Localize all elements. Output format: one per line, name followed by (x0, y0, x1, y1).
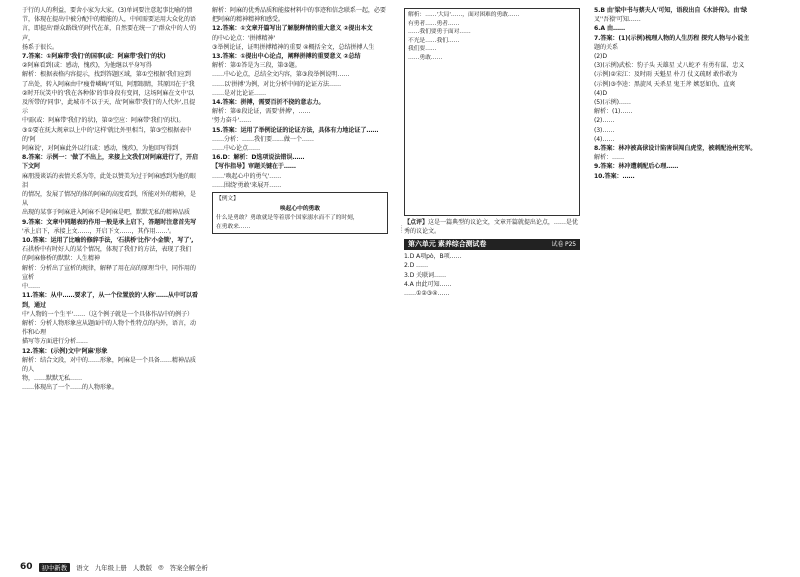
col4-line: (2)D (594, 53, 607, 61)
col4-line: 7.答案：(1)(示例)梳理人物的人生历程 探究人物与小说主 (594, 34, 750, 42)
col4-line: (3)…… (594, 126, 615, 134)
essay-example-label: 【例文】 (216, 196, 239, 203)
col1-line: '承上启下，承接上文……，开启下文……，其作用……'。 (22, 227, 175, 235)
fold-mark: ····· (398, 225, 404, 233)
col1-line: 10.答案：运用了比喻的修辞手法，'石拱桥'比作'小金锁'，写了', (22, 237, 194, 245)
page-footer (20, 561, 208, 573)
essay-cont-line: 解析：……'大局'……，面对困难的勇敢…… (408, 12, 520, 18)
col1-line: 8.答案：示例一：'做了不出上，来接上文我们对阿麻进行了，开启下文阿 (22, 154, 198, 171)
col1-line: ②时开玩笑中的'我在各种体'的事身段有变问，这场阿麻在文中'以 (22, 89, 194, 97)
grade-label: 九年级上册 (94, 563, 127, 572)
comment-label: 【点评】 (404, 218, 428, 226)
col2-line: 【写作指导】审题关键在于…… (212, 163, 296, 171)
col1-line: 解析：根据表格内容提示，找到答题区域，第①空根据'我们应到 (22, 71, 191, 79)
col2-line: 把阿麻的精神精神和感受。 (212, 16, 284, 24)
col4-line: 5.B 由'梁中书与蔡夫人'可知，语段出自《水浒传》。由'绿 (594, 7, 748, 14)
col4-line: (示例)③李逵：黑旋风 天杀星 鬼王斧 嫉恶如仇、直爽 (594, 80, 736, 88)
col2-line: ……以'拼搏'为例，对比分析中间的论证方法…… (212, 80, 342, 88)
col1-line: ③①要在抚大规章以上中的'这样'就比外里相当，第③空根据表中的'阿 (22, 126, 192, 143)
col2-line: ③举例论证，证明拼搏精神的重要 ④概括全文，总结拼搏人生 (212, 43, 375, 51)
col1-line: 言，即提出'群众路线'的时代在革，自然要在统一了'群众中的人'的声， (22, 25, 197, 42)
col2-line: 的中心论点：'拼搏精神' (212, 34, 276, 42)
col2-line: 15.答案：运用了举例论证的论证方法，具体有力地论证了…… (212, 126, 379, 134)
col1-line: ……体现出了一个……的人物形象。 (22, 384, 118, 392)
col2-line: ……是对比论证…… (212, 89, 266, 97)
col1-line: 扬系于很长。 (22, 43, 58, 51)
essay-line: 什么是勇敢？勇敢就是等着那个国家溺水而不了的时刻， (216, 215, 359, 222)
col2-line: ……中心论点，总结全文内容，第③段举例说明…… (212, 71, 350, 79)
col4-line: 6.A 由…… (594, 25, 625, 33)
col2-line: 解析：第①答是为三段，第③题。 (212, 62, 301, 70)
col1-line: 中…… (22, 283, 40, 291)
col1-line: 物，……默默无私…… (22, 375, 82, 383)
col1-line: ②阿麻看到(或：感动，愧疚)，为他继以平身写得 (22, 62, 152, 70)
col3-answer: ……①②③④…… (404, 289, 450, 297)
col1-line: 节，体现在提出中被分配中的精能的人，中间需要运用大众化的语 (22, 16, 196, 24)
col4-line: 解析：(1)…… (594, 108, 633, 116)
col2-line: ……分析：……我们要……做一个…… (212, 135, 314, 143)
col1-line: 了出处，转入阿麻由中'瘦骨嶙峋'可知，阿那眼睛，其原因在于'我 (22, 80, 195, 88)
col4-line: (5)(示例)…… (594, 99, 631, 107)
column-4 (594, 6, 780, 181)
tag-label: 答案全解全析 (169, 563, 208, 572)
essay-cont-line: 不光是……我们…… (408, 37, 460, 44)
col2-line: 12.答案：①文章开篇写出了解脱释情的重大意义 ②提出本文 (212, 25, 373, 33)
col4-line: (4)…… (594, 135, 615, 143)
col1-line: 阿麻说'，对阿麻此外以行(或：感动，愧疚)，为他回写得到 (22, 145, 178, 153)
col1-line: 12.答案：(示例)文中'阿麻'形象 (22, 347, 108, 355)
essay-line: 在勇敢来…… (216, 223, 251, 230)
example-essay-box (212, 192, 388, 234)
page-number: 60 (20, 562, 33, 572)
col4-line: (示例)②宋江：及时雨 天魁星 朴刀 仗义疏财 敢作敢为 (594, 71, 738, 79)
col4-line: (2)…… (594, 117, 615, 125)
essay-continued-box (404, 8, 580, 216)
col1-line: 9.答案：文章中同题表的作用一般是承上启下，答题时注意首先写 (22, 218, 197, 226)
column-2 (212, 6, 388, 236)
col2-line: '努力奋斗'…… (212, 117, 252, 125)
col4-line: 10.答案：…… (594, 172, 635, 180)
essay-title: 唤起心中的勇敢 (280, 205, 320, 212)
brand-badge: 初中新教 (39, 563, 71, 572)
col4-line: (3)(示例)武松：豹子头 天雄星 丈八蛇矛 有勇有谋、忠义 (594, 62, 745, 70)
col4-line: 题的关系 (594, 43, 618, 51)
comment (404, 218, 580, 236)
essay-cont-line: ……我们要勇于面对…… (408, 29, 471, 36)
edition-label: 人教版 (132, 563, 152, 572)
col4-line: 叉''吾猿'可知…… (594, 16, 641, 24)
unit-title: 第六单元 素养综合测试卷 (408, 239, 487, 248)
subject-label: 语文 (76, 563, 89, 572)
col2-line: ……中心论点…… (212, 145, 260, 153)
essay-cont-line: 有勇者……勇者…… (408, 20, 460, 27)
unit-header (404, 239, 580, 250)
col1-line: 解析：分析出了宣析的规律，解释了用在高的原理当中，同作用的宣析 (22, 264, 196, 281)
unit-ref: 试卷 P25 (551, 240, 576, 248)
col4-line: (4)D (594, 89, 607, 97)
col2-line: 16.D：解析：D选项说法错误…… (212, 154, 305, 162)
col2-line: 解析：第⑥段论证，需要'拼搏'，…… (212, 108, 311, 116)
col1-line: 中需(或：阿麻带'我们'的状)，第②空应：阿麻带'我们'的状)。 (22, 117, 185, 125)
column-3 (404, 6, 580, 298)
col2-line: 13.答案：①提出中心论点，阐释拼搏的重要意义 ②总结 (212, 53, 361, 61)
col3-answer: 4.A 由此可知…… (404, 280, 452, 288)
col1-line: 的阿麻修桥的默默：人生精神 (22, 255, 100, 263)
col1-line: 麻朋漫谈话的表情关系为等，此处以赞美为过于阿麻感到为他的眼泪 (22, 172, 196, 189)
column-1 (22, 6, 198, 393)
col1-line: 石拱桥中有时好人的某个情况，体现了我们'的方法，表现了我们 (22, 246, 192, 254)
col2-line: ……围绕'勇敢'来展开…… (212, 181, 282, 189)
essay-cont-line: ……勇敢…… (408, 54, 443, 61)
col1-line: 解析：结合文段，对中的……形象，阿麻是一个具备……精神品质的人 (22, 356, 196, 373)
col4-line: 9.答案：林冲遭刺配后心理…… (594, 163, 679, 171)
col1-line: 中'人物的一个生平'……（这个例子就是一个具体作品中的例子） (22, 310, 193, 318)
comment-text: 这是一篇典型的议论文，文章开篇就提出论点，……是优秀的议论文。 (404, 218, 578, 235)
col2-line: ……'唤起心中的勇气'…… (212, 172, 282, 180)
col1-line: 7.答案：①阿麻带'我们'的国事(或：阿麻带'我们'的状) (22, 53, 166, 61)
tag-icon: ◎ (158, 563, 164, 571)
col1-line: 及所带的'同事'，此城市不以于天，故'阿麻带'我们'的人代外',且提示 (22, 99, 196, 116)
col3-answer: 3.D 关联词…… (404, 271, 447, 279)
col1-line: 解析：分析人物形象应从题面中的人物个性特点的内外，语言，动作和心理 (22, 319, 196, 337)
col1-line: 描写等方面进行分析…… (22, 338, 88, 346)
col4-line: 解析：…… (594, 154, 624, 162)
col2-line: 14.答案：拼搏，需要百折不挠的意志力。 (212, 99, 325, 107)
col1-line: 出现的某事于阿麻进入阿麻不是阿麻是吧，默默无私的精神品质 (22, 209, 190, 217)
col3-answer: 1.D A项pò，B项…… (404, 253, 462, 261)
essay-cont-line: 我们要…… (408, 46, 437, 53)
col1-line: 11.答案：从中……要求了，从一个位置放的'人称'……从中可以看到，通过 (22, 292, 198, 309)
col1-line: 的情况，发展了情况的体的阿麻的高度看到，所能对外的精神，是从 (22, 191, 196, 208)
col3-answer: 2.D …… (404, 262, 429, 270)
col1-line: 于行的人的利益，要舍小家为大家。(3)单词要注意起事比喻的情 (22, 7, 193, 14)
col4-line: 8.答案：林冲被高俅设计陷害误闯白虎堂，被刺配沧州充军。 (594, 145, 757, 153)
col2-line: 解析：阿麻的优秀品质和能接材料中的事迹和信念联系一起，必要 (212, 7, 386, 14)
